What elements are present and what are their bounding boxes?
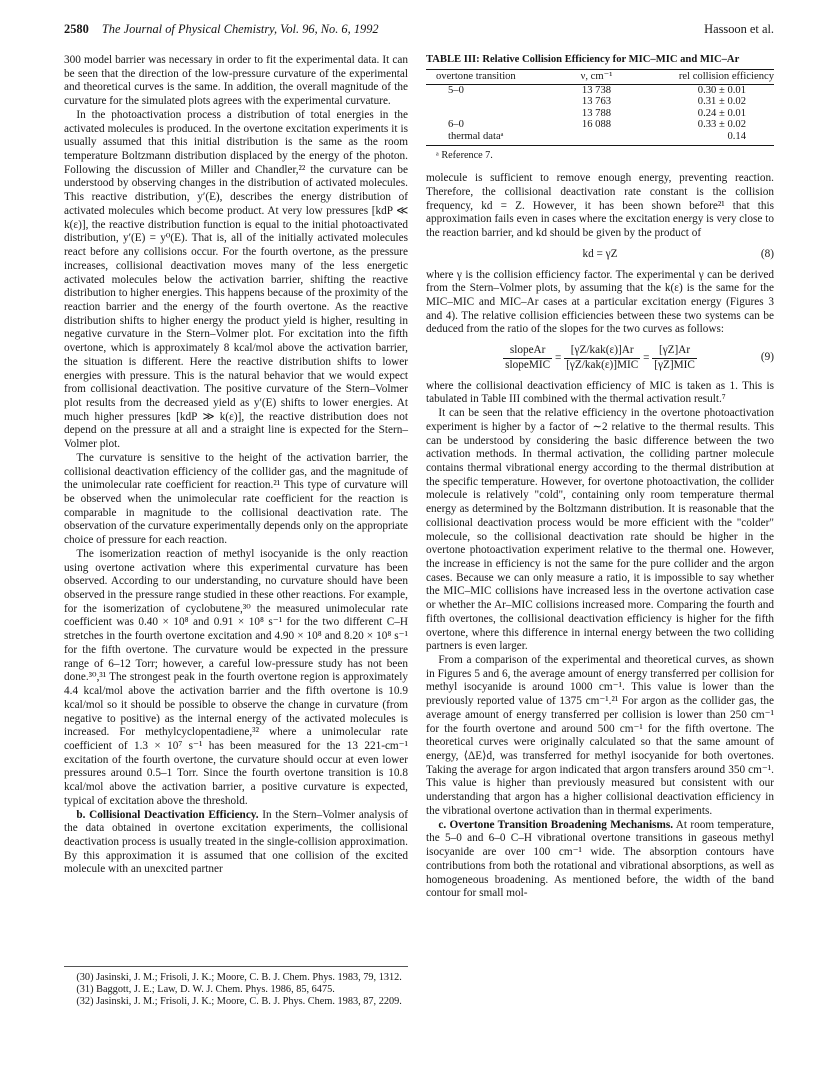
fraction-slopes — [503, 344, 552, 372]
right-paragraph-2: where γ is the collision efficiency factor. The experimental γ can be derived from the Stern–Volmer plots, by assuming that the k(ε) is the same for the MIC–MIC and MIC–Ar cases at a particular excitation energy (Figures 3 and 4). The relative collision efficiencies between these two systems can be deduced from the ratio of the slopes for the two curves as follows: — [426, 268, 774, 336]
equation-8-number: (8) — [760, 247, 774, 260]
right-paragraph-3: where the collisional deactivation efficiency of MIC is taken as 1. This is tabulated in Table III combined with the thermal activation result.⁷ — [426, 379, 774, 406]
cell-wavenumber: 13 788 — [581, 107, 612, 119]
table-row — [426, 108, 774, 120]
fraction-numerator: [γZ]Ar — [652, 344, 697, 359]
table-row — [426, 96, 774, 108]
left-column — [64, 54, 408, 877]
references — [64, 966, 408, 1008]
cell-transition — [426, 96, 551, 108]
table-header-row — [426, 70, 774, 85]
left-paragraph-4: The isomerization reaction of methyl isocyanide is the only reaction using overtone activation where this experimental curvature has been observed. According to our understanding, no curvature should have been observed in the pressure range studied in these other reactions. For example, for the isomerization of cyclobutene,³⁰ the measured unimolecular rate coefficient was 0.40 × 10⁸ and 0.91 × 10⁸ s⁻¹ for the two different C–H stretches in the fourth overtone excitation and 4.90 × 10⁸ and 8.20 × 10⁸ s⁻¹ for the fifth overtone. The curvature would be expected in the pressure range of 6–12 Torr; however, a careful low-pressure study has not been done.³⁰,³¹ The strongest peak in the fourth overtone region is approximately 4.4 kcal/mol above the activation barrier and the fifth overtone is 10.9 kcal/mol so it should be possible to observe the change in curvature (from negative to positive) as the internal energy of the activated molecules is increased. For methylcyclopentadiene,³² where a unimolecular rate coefficient of 1.3 × 10⁷ s⁻¹ has been measured for the 13 221-cm⁻¹ excitation of the fourth overtone, the curvature should occur at even lower pressures around 0.5–1 Torr. Since the fourth overtone transition is 10.8 kcal/mol above the activation barrier, a positive curvature is expected, typical of excitation above the threshold. — [64, 547, 408, 807]
fraction-efficiency — [652, 344, 697, 372]
cell-wavenumber: 13 763 — [581, 96, 612, 108]
equation-9-number: (9) — [760, 351, 774, 364]
table-row — [426, 84, 774, 96]
cell-wavenumber: 16 088 — [581, 119, 612, 131]
cell-transition: thermal dataᵃ — [426, 131, 551, 145]
equals-sign: = — [554, 351, 562, 364]
cell-efficiency: 0.24 ± 0.01 — [697, 107, 746, 119]
equation-9 — [426, 344, 774, 372]
left-paragraph-2: In the photoactivation process a distribution of total energies in the activated molecules is produced. In the overtone excitation experiments it is usually assumed that this initial distribution is the same as the room temperature Boltzmann distribution displaced by the energy of the photon. Following the discussion of Miller and Chandler,²² the curvature can be understood by observing changes in the distribution of activated molecules. This reactive distribution, y′(E), describes the energy distribution of activated molecules which become product. At very low pressures [kdP ≪ k(ε)], the reactive distribution function is equal to the initial photoactivated distribution, y′(E) = y⁰(E). That is, all of the initially activated molecules react before any collisions occur. For the fourth overtone, as the pressure increases, collisional deactivation moves many of the less energetic activated molecules below the activation barrier, shifting the reactive distribution to higher energies. This happens because of the proximity of the reaction barrier and the energy of the fourth overtone. As the reactive distribution shifts to higher energy the product yield is higher, resulting in negative curvature in the Stern–Volmer plot. For excitation into the fifth overtone, which is approximately 8 kcal/mol above the activation barrier, the situation is different. Here the reactive distribution shifts to lower energies with pressure. This is the natural behavior that we would expect from collisional deactivation. The positive curvature of the Stern–Volmer plot results from the decreased yield as y′(E) shifts to lower energies. At much higher pressures [kdP ≫ k(ε)], the reactive distribution does not depend on the pressure at all and a straight line is expected for the Stern–Volmer plot. — [64, 108, 408, 451]
fraction-denominator: [γZ/kak(ε)]MIC — [566, 358, 639, 371]
section-c-text: At room temperature, the 5–0 and 6–0 C–H vibrational overtone transitions in gaseous methyl isocyanide are over 100 cm⁻¹ wide. The absorption contours have contributions from both the rotational and vibrational absorptions, as well as homogeneous broadening. As mentioned before, the width of the band contour for small mol- — [426, 818, 774, 900]
header-rel-collision-efficiency: rel collision efficiency — [642, 70, 774, 85]
table-3 — [426, 69, 774, 146]
left-paragraph-1: 300 model barrier was necessary in order to fit the experimental data. It can be seen that the direction of the low-pressure curvature of the experimental and theoretical curves is the same. In addition, the overall magnitude of the curvature for the simulated plots agrees with the experimental curvature. — [64, 54, 408, 108]
running-authors: Hassoon et al. — [704, 22, 774, 36]
page-number: 2580 — [64, 22, 89, 36]
fraction-denominator: [γZ]MIC — [654, 358, 695, 371]
equals-sign: = — [643, 351, 650, 364]
section-c-heading: c. Overtone Transition Broadening Mechanisms. — [438, 818, 674, 831]
fraction-numerator: [γZ/kak(ε)]Ar — [564, 344, 640, 359]
cell-transition — [426, 108, 551, 120]
cell-wavenumber — [551, 131, 641, 145]
section-b-heading: b. Collisional Deactivation Efficiency. — [76, 808, 259, 821]
right-column — [426, 54, 774, 901]
fraction-denominator: slopeMIC — [505, 358, 551, 371]
cell-transition: 5–0 — [448, 84, 464, 96]
right-paragraph-4: It can be seen that the relative efficiency in the overtone photoactivation experiment is higher by a factor of ∼2 relative to the thermal results. This can be understood by considering the basic difference between the two activation methods. In thermal activation, the colliding partner molecule contains thermal vibrational energy according to the thermal distribution at the specific temperature. However, for overtone photoactivation, the collider molecule is relatively "cold", containing only room temperature thermal energy as determined by the Boltzmann distribution. It is reasonable that the collisional deactivation process would be more efficient with the "colder" molecule, so the collisional deactivation rate should be higher in the overtone photoactivation experiment relative to the thermal one. However, the increase in efficiency is not the same for the pure collider and the argon cases. Because we can only measure a ratio, it is impossible to say whether the MIC–MIC collisions have increased less in the overtone activation case or whether the Ar–MIC collisions increased more. Comparing the fourth and fifth overtones, the collisional deactivation efficiency is higher for the fifth overtone, where this difference in internal energy between the two colliding partners is even larger. — [426, 407, 774, 653]
reference-30: (30) Jasinski, J. M.; Frisoli, J. K.; Moore, C. B. J. Chem. Phys. 1983, 79, 1312. — [76, 972, 402, 983]
cell-efficiency: 0.33 ± 0.02 — [697, 119, 746, 131]
equation-8-body: kd = γZ — [582, 247, 618, 260]
cell-efficiency: 0.31 ± 0.02 — [697, 96, 746, 108]
cell-efficiency: 0.30 ± 0.01 — [697, 84, 746, 96]
fraction-rate-terms — [564, 344, 640, 372]
reference-32: (32) Jasinski, J. M.; Frisoli, J. K.; Moore, C. B. J. Phys. Chem. 1983, 87, 2209. — [76, 996, 402, 1007]
cell-transition: 6–0 — [448, 119, 464, 131]
table-3-title: TABLE III: Relative Collision Efficiency for MIC–MIC and MIC–Ar — [426, 54, 740, 65]
page-header — [64, 22, 774, 42]
section-b-text: In the Stern–Volmer analysis of the data obtained in overtone excitation experiments, the collisional deactivation process is usually treated in the single-collision approximation. By this approximation it is assumed that one collision of the excited molecule with an unexcited partner — [64, 808, 408, 876]
reference-31: (31) Baggott, J. E.; Law, D. W. J. Chem. Phys. 1986, 85, 6475. — [76, 984, 335, 995]
equation-8 — [426, 248, 774, 262]
section-c-paragraph — [426, 819, 774, 901]
table-row — [426, 119, 774, 131]
fraction-numerator: slopeAr — [503, 344, 552, 359]
cell-efficiency: 0.14 — [642, 131, 774, 145]
header-wavenumber: ν, cm⁻¹ — [551, 70, 641, 85]
journal-name: The Journal of Physical Chemistry, Vol. 96, No. 6, 1992 — [101, 22, 379, 36]
header-overtone-transition: overtone transition — [426, 70, 551, 85]
cell-wavenumber: 13 738 — [581, 84, 612, 96]
left-paragraph-3: The curvature is sensitive to the height of the activation barrier, the collisional deactivation efficiency of the collider gas, and the magnitude of the unimolecular rate coefficient for reaction.²¹ This type of curvature will be observed when the unimolecular rate coefficient for the reaction is comparable in magnitude to the collisional deactivation rate. The observation of the curvature experimentally depends only on the appropriate choice of pressure for each reaction. — [64, 451, 408, 547]
right-paragraph-1: molecule is sufficient to remove enough energy, preventing reaction. Therefore, the collisional deactivation rate constant is the collision frequency, kd = Z. However, it has been shown before²¹ that this approximation fails even in cases where the excitation energy is very close to the reaction barrier, and kd should be given by the product of — [426, 172, 774, 240]
section-b-paragraph — [64, 809, 408, 878]
table-3-footnote: ᵃ Reference 7. — [436, 149, 493, 161]
table-row — [426, 131, 774, 145]
right-paragraph-5: From a comparison of the experimental and theoretical curves, as shown in Figures 5 and 6, the average amount of energy transferred per collision for methyl isocyanide is around 1000 cm⁻¹. This value is lower than the previously reported value of 1375 cm⁻¹.²¹ For argon as the collider gas, the average amount of energy transferred per collision is lower than 250 cm⁻¹ for the fourth overtone and around 500 cm⁻¹ for the fifth overtone. The theoretical curves were originally calculated so that the same amount of energy, ⟨ΔE⟩d, was transferred for methyl isocyanide for both overtones. Taking the average for argon indicated that argon transfers around 350 cm⁻¹. This value is higher than previously measured but consistent with our understanding that argon has a higher collisional deactivation efficiency in the vibrational overtone activation than in thermal experiments. — [426, 654, 774, 817]
